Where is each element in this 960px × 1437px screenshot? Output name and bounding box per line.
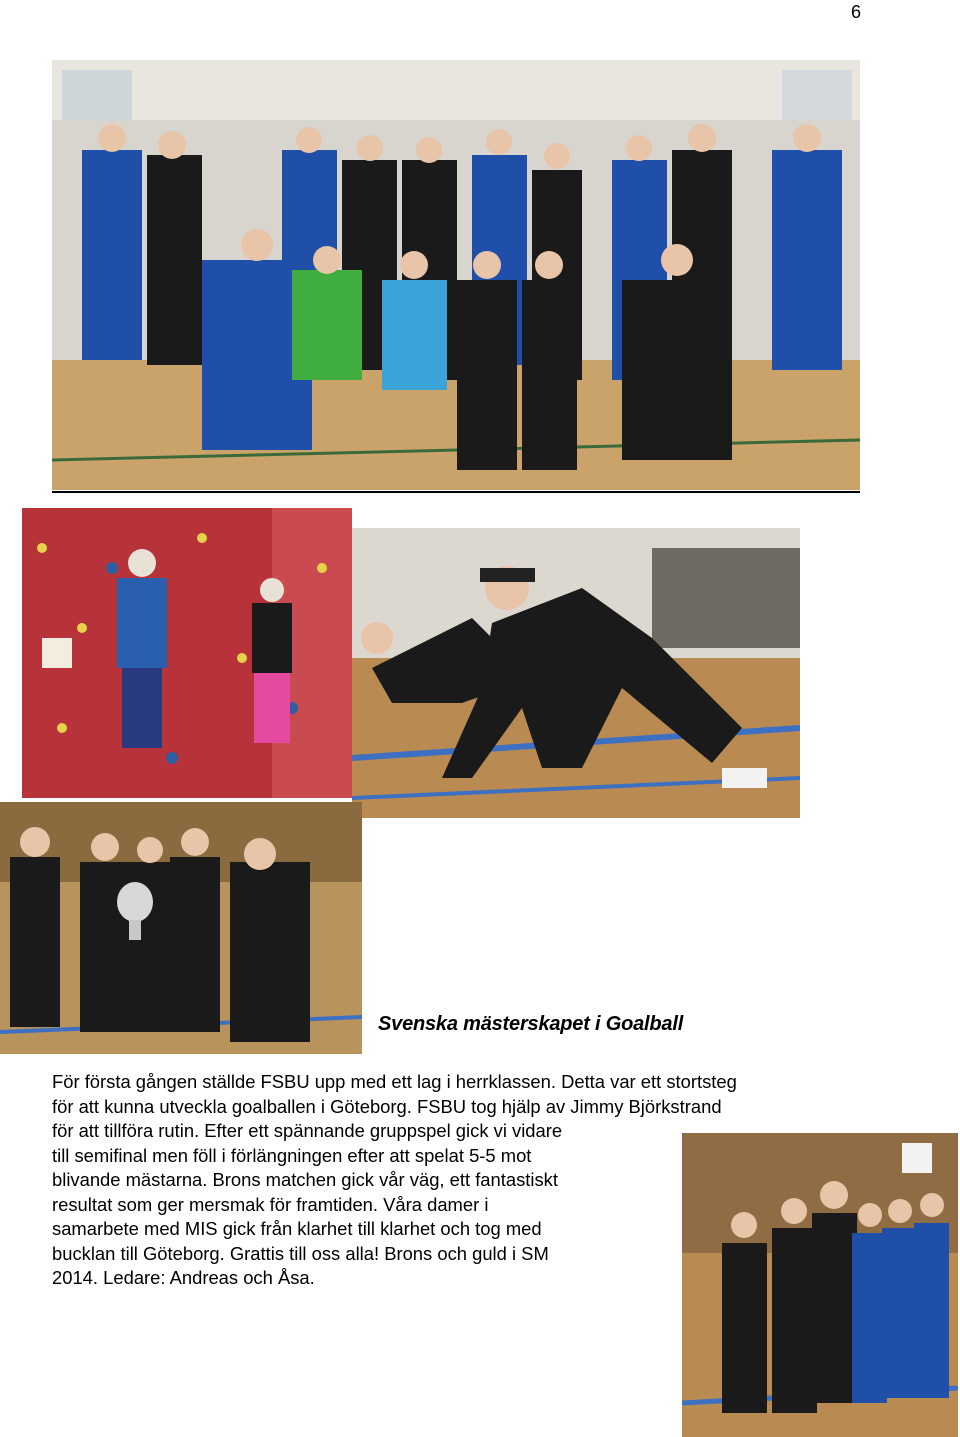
paragraph-line: 2014. Ledare: Andreas och Åsa.	[52, 1267, 315, 1288]
paragraph-line: För första gången ställde FSBU upp med ett lag i herrklassen. Detta var ett stortsteg	[52, 1071, 737, 1092]
paragraph-line: till semifinal men föll i förlängningen efter att spelat 5-5 mot	[52, 1144, 532, 1166]
page-number: 6	[850, 2, 861, 22]
paragraph-line: för att tillföra rutin. Efter ett spännande gruppspel gick vi vidare	[52, 1120, 563, 1141]
paragraph-line: blivande mästarna. Brons matchen gick vår väg, ett fantastiskt	[52, 1169, 558, 1190]
paragraph-line: resultat som ger mersmak för framtiden. Våra damer i	[52, 1193, 489, 1215]
team-group-photo	[52, 60, 860, 490]
goalball-players-photo	[352, 528, 800, 818]
trophy-team-photo	[0, 802, 362, 1054]
climbing-wall-photo	[22, 508, 352, 798]
horizontal-rule	[52, 491, 860, 493]
article-paragraph	[52, 1070, 852, 1291]
paragraph-line: bucklan till Göteborg. Grattis till oss alla! Brons och guld i SM	[52, 1242, 549, 1264]
article-heading: Svenska mästerskapet i Goalball	[378, 1013, 684, 1035]
paragraph-line: samarbete med MIS gick från klarhet till klarhet och tog med	[52, 1218, 542, 1239]
paragraph-line: för att kunna utveckla goalballen i Göteborg. FSBU tog hjälp av Jimmy Björkstrand	[52, 1095, 722, 1117]
